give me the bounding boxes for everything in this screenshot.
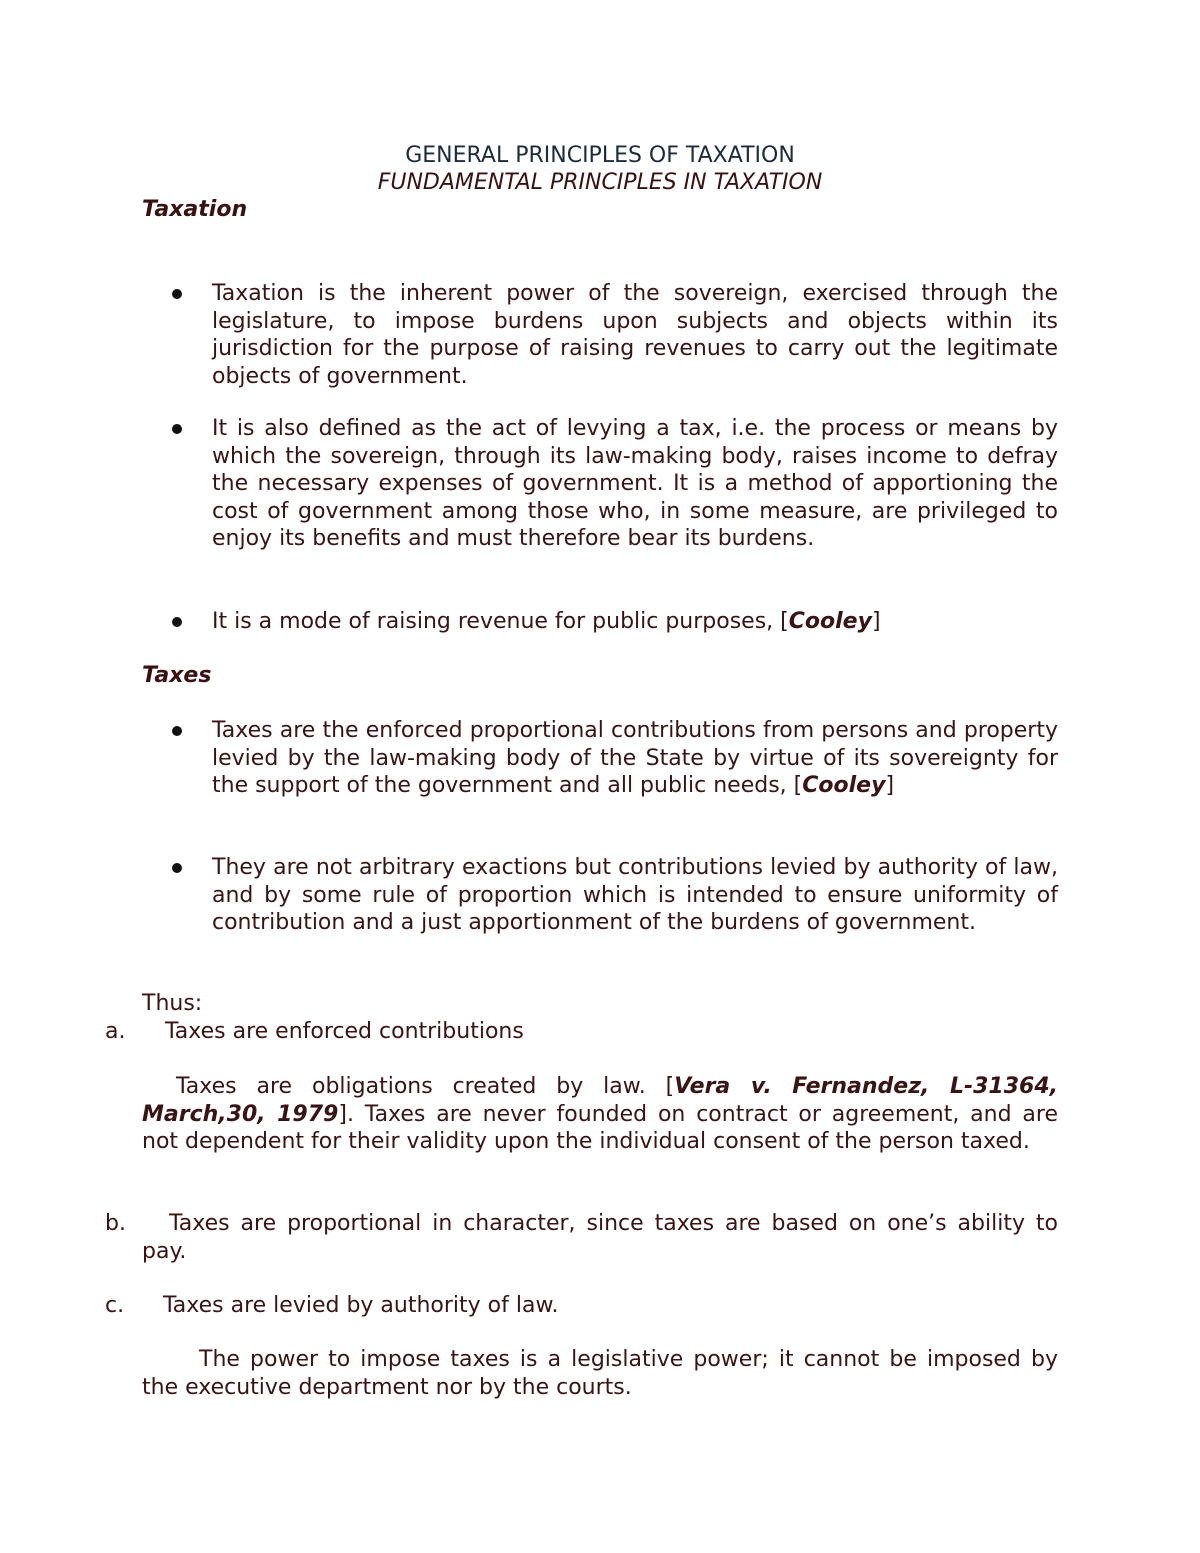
thus-label: Thus:	[142, 991, 203, 1016]
taxation-bullet-1: Taxation is the inherent power of the sovereign, exercised through the legislature, to impose burdens upon subjects and objects within its jurisdiction for the purpose of raising revenues to carry out the legitimate objects of government.	[212, 281, 1058, 389]
citation: Vera v. Fernandez, L-31364, March,30, 1979	[142, 1074, 1058, 1127]
list-item-c: Taxes are levied by authority of law.	[163, 1293, 559, 1318]
bullet-icon	[172, 424, 182, 434]
taxation-bullet-2: It is also defined as the act of levying a tax, i.e. the process or means by which the sovereign, through its law-making body, raises income to defray the necessary expenses of government. It is a method of apportioning the cost of government among those who, in some measure, are privileged to enjoy its benefits and must therefore bear its burdens.	[212, 416, 1058, 551]
list-item-c-detail: The power to impose taxes is a legislative power; it cannot be imposed by the executive department nor by the courts.	[142, 1347, 1058, 1400]
taxes-bullet-1: Taxes are the enforced proportional contributions from persons and property levied by the law-making body of the State by virtue of its sovereignty for the support of the government and all public needs, [Cooley]	[212, 718, 1058, 798]
section-heading-taxation: Taxation	[142, 197, 248, 222]
document-subtitle: FUNDAMENTAL PRINCIPLES IN TAXATION	[377, 170, 823, 195]
list-marker-b: b.	[105, 1211, 126, 1236]
list-marker-a: a.	[105, 1019, 126, 1044]
taxes-bullet-2: They are not arbitrary exactions but contributions levied by authority of law, and by some rule of proportion which is intended to ensure uniformity of contribution and a just apportionment of the burdens of government.	[212, 855, 1058, 935]
document-title: GENERAL PRINCIPLES OF TAXATION	[405, 143, 795, 168]
list-item-b: Taxes are proportional in character, since taxes are based on one’s ability to pay.	[142, 1211, 1058, 1264]
list-marker-c: c.	[105, 1293, 125, 1318]
citation: Cooley	[788, 609, 872, 634]
bullet-icon	[172, 289, 182, 299]
citation: Cooley	[802, 773, 886, 798]
bullet-icon	[172, 863, 182, 873]
section-heading-taxes: Taxes	[142, 663, 212, 688]
bullet-icon	[172, 726, 182, 736]
taxation-bullet-3: It is a mode of raising revenue for public purposes, [Cooley]	[212, 609, 881, 634]
bullet-icon	[172, 617, 182, 627]
list-item-a: Taxes are enforced contributions	[165, 1019, 524, 1044]
list-item-a-detail: Taxes are obligations created by law. [Vera v. Fernandez, L-31364, March,30, 1979]. Taxes are never founded on contract or agreement, and are not dependent for their validity upon the individual consent of the person taxed.	[142, 1074, 1058, 1154]
